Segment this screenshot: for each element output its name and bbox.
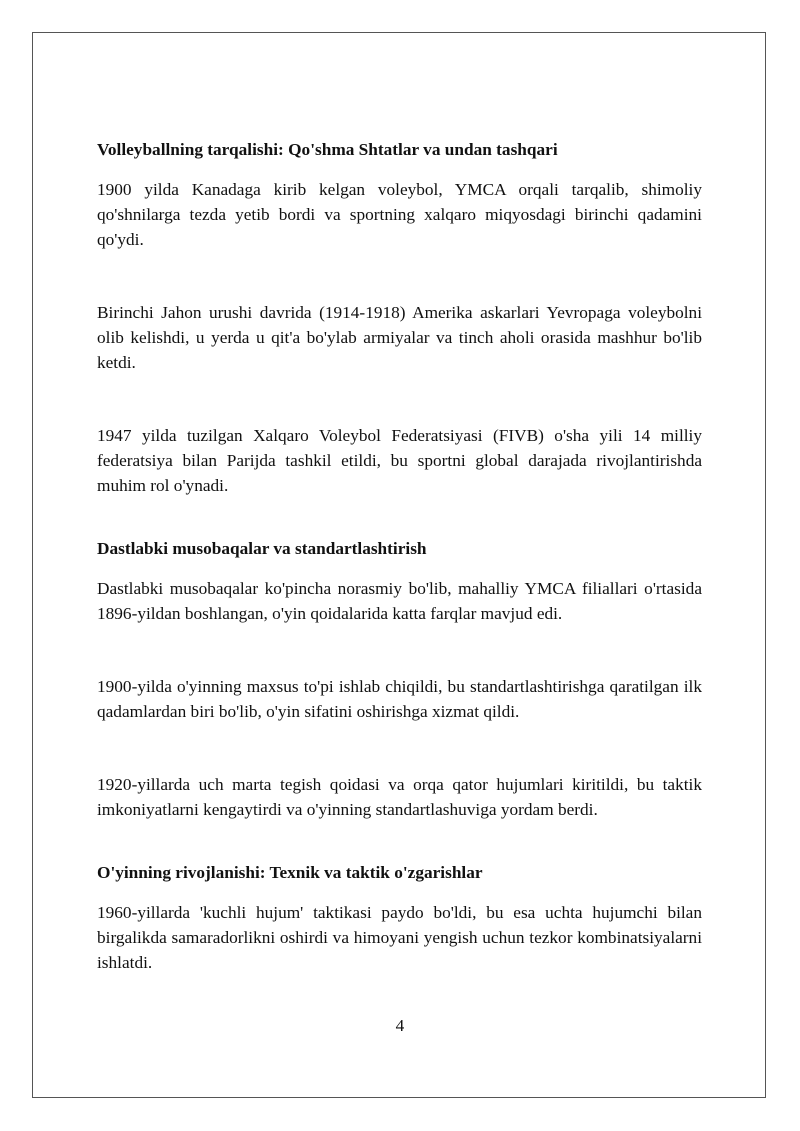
- section-heading: Dastlabki musobaqalar va standartlashtirish: [97, 539, 427, 558]
- document-body: [97, 138, 702, 975]
- paragraph: Dastlabki musobaqalar ko'pincha norasmiy bo'lib, mahalliy YMCA filiallari o'rtasida 1896-yildan boshlangan, o'yin qoidalarida katta farqlar mavjud edi.: [97, 579, 702, 623]
- page-number: 4: [395, 1016, 405, 1035]
- paragraph: 1900-yilda o'yinning maxsus to'pi ishlab chiqildi, bu standartlashtirishga qaratilgan ilk qadamlardan biri bo'lib, o'yin sifatini oshirishga xizmat qildi.: [97, 677, 702, 721]
- paragraph: 1947 yilda tuzilgan Xalqaro Voleybol Federatsiyasi (FIVB) o'sha yili 14 milliy federatsiya bilan Parijda tashkil etildi, bu sportni global darajada rivojlantirishda muhim rol o'ynadi.: [97, 426, 702, 495]
- paragraph: 1920-yillarda uch marta tegish qoidasi va orqa qator hujumlari kiritildi, bu taktik imkoniyatlarni kengaytirdi va o'yinning standartlashuviga yordam berdi.: [97, 775, 702, 819]
- section-heading: O'yinning rivojlanishi: Texnik va taktik o'zgarishlar: [97, 863, 483, 882]
- paragraph: Birinchi Jahon urushi davrida (1914-1918) Amerika askarlari Yevropaga voleybolni olib kelishdi, u yerda u qit'a bo'ylab armiyalar va tinch aholi orasida mashhur bo'lib ketdi.: [97, 303, 702, 372]
- section-heading: Volleyballning tarqalishi: Qo'shma Shtatlar va undan tashqari: [97, 140, 558, 159]
- paragraph: 1960-yillarda 'kuchli hujum' taktikasi paydo bo'ldi, bu esa uchta hujumchi bilan birgalikda samaradorlikni oshirdi va himoyani yengish uchun tezkor kombinatsiyalarni ishlatdi.: [97, 903, 702, 972]
- paragraph: 1900 yilda Kanadaga kirib kelgan voleybol, YMCA orqali tarqalib, shimoliy qo'shnilarga tezda yetib bordi va sportning xalqaro miqyosdagi birinchi qadamini qo'ydi.: [97, 180, 702, 249]
